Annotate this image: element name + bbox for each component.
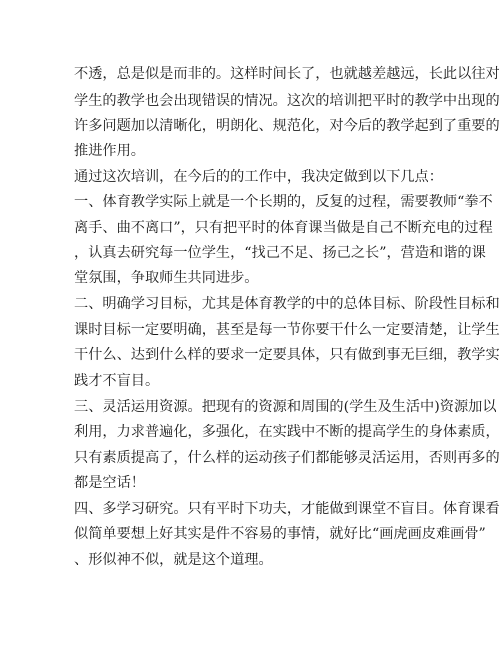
text-line: 都是空话！ <box>74 475 145 491</box>
text-line: 一、体育教学实际上就是一个长期的，反复的过程，需要教师“拳不 <box>74 194 493 210</box>
text-line: 二、明确学习目标，尤其是体育教学的中的总体目标、阶段性目标和 <box>74 296 500 312</box>
text-line: 利用，力求普遍化，多强化，在实践中不断的提高学生的身体素质， <box>74 424 500 440</box>
text-line: 许多问题加以清晰化，明朗化、规范化，对今后的教学起到了重要的 <box>74 118 500 134</box>
text-line: 只有素质提高了，什么样的运动孩子们都能够灵活运用，否则再多的 <box>74 450 500 466</box>
text-line: 似简单要想上好其实是件不容易的事情，就好比“画虎画皮难画骨” <box>74 526 486 542</box>
text-line: 、形似神不似，就是这个道理。 <box>74 552 273 568</box>
text-line: 三、灵活运用资源。把现有的资源和周围的(学生及生活中)资源加以 <box>74 399 497 415</box>
text-line: 干什么、达到什么样的要求一定要具体，只有做到事无巨细，教学实 <box>74 347 500 363</box>
text-line: 不透，总是似是而非的。这样时间长了，也就越差越远，长此以往对 <box>74 66 500 82</box>
text-line: 离手、曲不离口”，只有把平时的体育课当做是自己不断充电的过程 <box>74 220 493 236</box>
text-line: 践才不盲目。 <box>74 373 160 389</box>
text-line: 推进作用。 <box>74 143 145 159</box>
text-line: 学生的教学也会出现错误的情况。这次的培训把平时的教学中出现的 <box>74 93 500 109</box>
text-line: 通过这次培训，在今后的的工作中，我决定做到以下几点： <box>74 169 443 185</box>
text-line: 课时目标一定要明确，甚至是每一节你要干什么一定要清楚，让学生 <box>74 322 500 338</box>
text-line: 堂氛围，争取师生共同进步。 <box>74 270 259 286</box>
text-line: 四、多学习研究。只有平时下功夫，才能做到课堂不盲目。体育课看 <box>74 501 500 517</box>
text-line: ，认真去研究每一位学生，“找己不足、扬己之长”，营造和谐的课 <box>74 245 486 261</box>
